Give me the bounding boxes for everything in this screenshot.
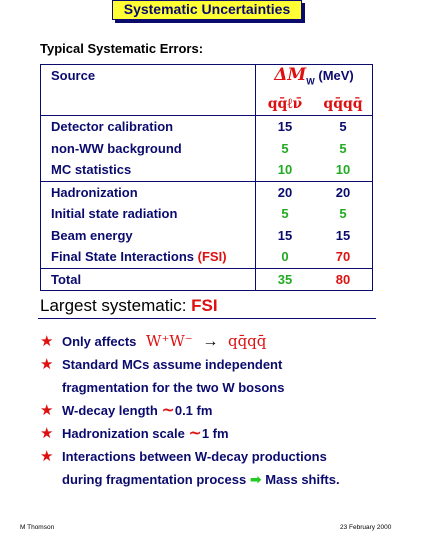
star-icon: ★ [40, 425, 54, 442]
star-icon: ★ [40, 402, 54, 419]
green-arrow-icon: ➡ [249, 471, 262, 487]
hadronic-value: 5 [339, 206, 347, 222]
source-cell: Total [41, 268, 256, 291]
hadronic-value: 20 [314, 181, 373, 203]
semileptonic-value: 5 [256, 203, 315, 225]
table-subheader-row [41, 93, 373, 116]
source-cell: Initial state radiation [51, 206, 178, 222]
footer-date: 23 February 2000 [340, 524, 392, 531]
table-row [41, 203, 373, 225]
semileptonic-value: 15 [256, 116, 315, 138]
hadronic-value: 70 [335, 249, 351, 265]
bullet-standard-mcs-cont: fragmentation for the two W bosons [62, 380, 285, 395]
semileptonic-value: 35 [256, 268, 315, 291]
table-row [41, 159, 373, 181]
table-row [41, 246, 373, 268]
tilde-icon: ∼ [188, 425, 202, 442]
footer-author: M Thomson [20, 524, 55, 531]
table-row [41, 138, 373, 160]
bullet-fsi-effect: ★ Only affects W⁺W⁻ → qq̄qq̄ [40, 330, 340, 353]
bullet-list [40, 330, 340, 491]
table-row [41, 268, 373, 291]
hadronic-value: 5 [314, 116, 373, 138]
delta-mw-header [256, 65, 373, 93]
bullet-interactions-cont: during fragmentation process ➡ Mass shifts. [62, 471, 340, 487]
bullet-interactions: ★ Interactions between W-decay productions [40, 445, 340, 468]
semileptonic-value: 5 [256, 138, 315, 160]
semileptonic-value: 20 [256, 181, 315, 203]
source-cell: Final State Interactions (FSI) [51, 249, 227, 265]
bullet-decay-length: ★ W-decay length ∼0.1 fm [40, 399, 340, 422]
tilde-icon: ∼ [161, 402, 175, 419]
hadronic-value: 15 [335, 227, 351, 243]
source-cell: Beam energy [51, 227, 133, 243]
hadronic-header: qq̄qq̄ [323, 95, 363, 112]
hadronic-value: 80 [314, 268, 373, 291]
table-row [41, 225, 373, 247]
source-cell: Hadronization [41, 181, 256, 203]
semileptonic-value: 10 [256, 159, 315, 181]
star-icon: ★ [40, 333, 54, 350]
source-cell: non-WW background [51, 140, 182, 156]
semileptonic-value: 15 [256, 225, 315, 247]
semileptonic-header: qq̄ℓν̄ [256, 93, 315, 116]
star-icon: ★ [40, 356, 54, 373]
semileptonic-value: 0 [256, 246, 315, 268]
bullet-hadronization-scale: ★ Hadronization scale ∼1 fm [40, 422, 340, 445]
delta-mw-symbol: $\Delta M_W$ [274, 65, 315, 87]
hadronic-value: 10 [335, 162, 351, 178]
largest-systematic-heading: Largest systematic: FSI [40, 296, 218, 315]
unit-label: (MeV) [318, 68, 354, 83]
right-arrow-icon: → [202, 333, 219, 350]
page-title: Systematic Uncertainties [112, 0, 302, 20]
source-header: Source [51, 68, 96, 83]
bullet-standard-mcs: ★ Standard MCs assume independent [40, 353, 340, 376]
hadronic-value: 5 [339, 140, 347, 156]
heading-underline [38, 318, 376, 319]
table-subtitle: Typical Systematic Errors: [40, 41, 204, 56]
ww-formula: W⁺W⁻ [146, 332, 193, 350]
source-cell: MC statistics [51, 162, 132, 178]
source-cell: Detector calibration [41, 116, 256, 138]
qqqq-formula: qq̄qq̄ [227, 332, 267, 350]
table-body [41, 116, 373, 291]
table-row [41, 181, 373, 203]
systematics-table [40, 64, 373, 291]
star-icon: ★ [40, 448, 54, 465]
table-row [41, 116, 373, 138]
table-header-row [41, 65, 373, 93]
